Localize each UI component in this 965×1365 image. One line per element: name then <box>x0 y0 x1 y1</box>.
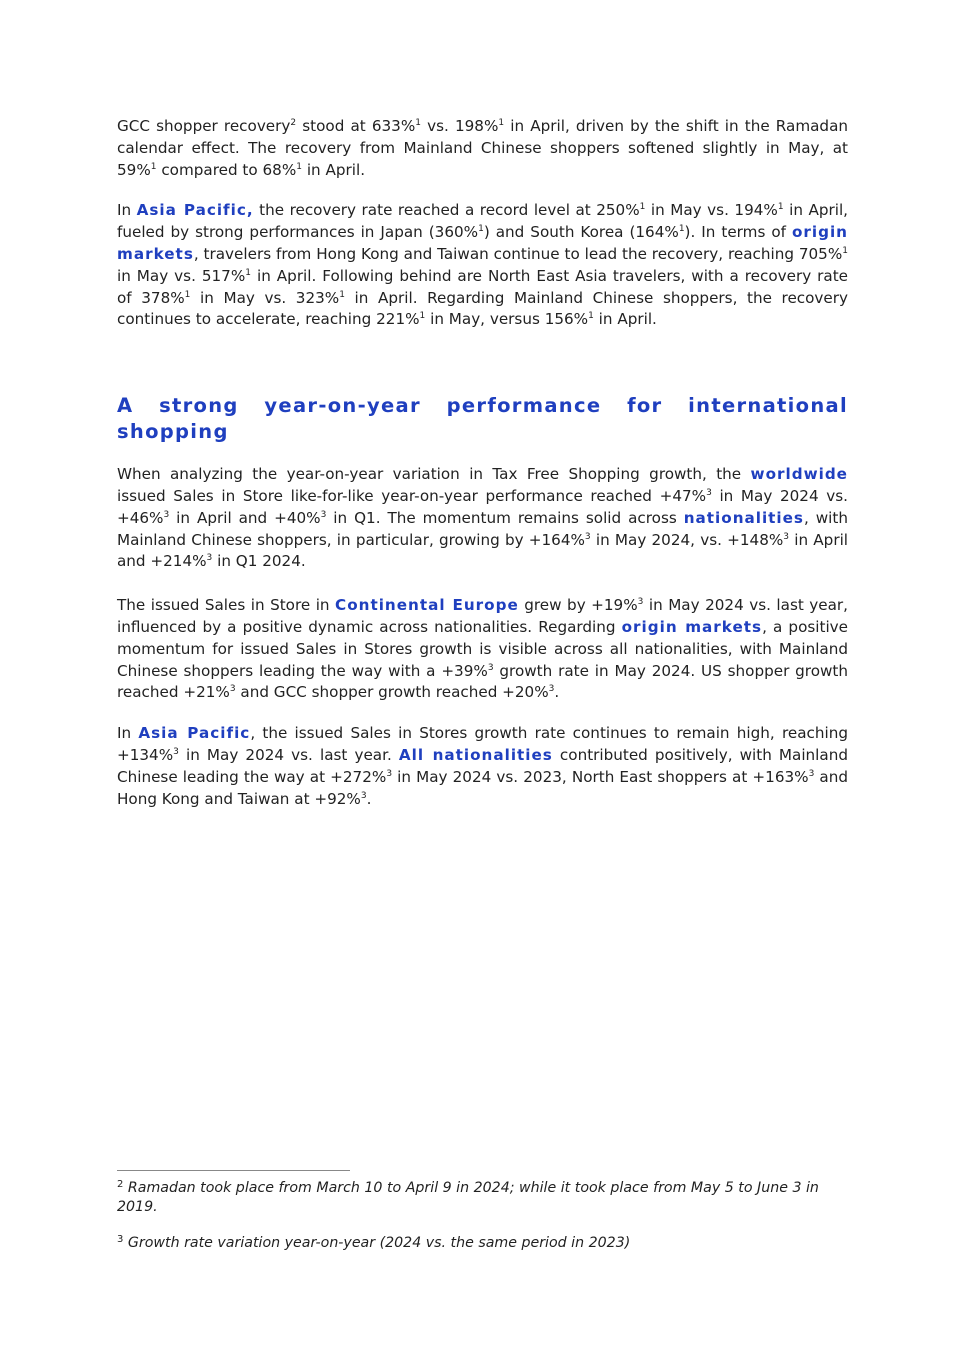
footnote-ref: 3 <box>206 553 213 564</box>
footnote-ref: 3 <box>320 509 327 520</box>
footnote-ref: 3 <box>548 684 555 695</box>
footnote-text: Growth rate variation year-on-year (2024 vs. the same period in 2023) <box>127 1235 631 1251</box>
highlight-term: nationalities <box>683 508 804 527</box>
paragraph-asia-pacific-growth: In Asia Pacific, the issued Sales in Stores growth rate continues to remain high, reaching +134%$^3$ in May 2024 vs. last year. All nationalities contributed positively, with Mainland Chinese leading the way at +272%$^3$ in May 2024 vs. 2023, North East shoppers at +163%$^3$ and Hong Kong and Taiwan at +92%$^3$. <box>117 724 849 808</box>
footnote-ref: 1 <box>777 202 784 213</box>
footnote-number: 2 <box>117 1179 124 1190</box>
footnote-ref: 1 <box>415 118 421 128</box>
document-body <box>117 116 848 810</box>
highlight-term: origin markets <box>621 617 763 636</box>
footnote-ref: 3 <box>808 768 815 779</box>
highlight-term: Continental Europe <box>335 596 519 615</box>
footnotes <box>117 1179 837 1253</box>
footnote-ref: 1 <box>339 289 345 300</box>
footnote-ref: 1 <box>588 311 594 322</box>
footnote-item <box>117 1234 837 1253</box>
footnote-ref: 1 <box>498 118 505 128</box>
highlight-term: origin markets <box>117 223 848 263</box>
footnote-ref: 3 <box>487 662 494 673</box>
footnote-ref: 3 <box>706 487 712 498</box>
footnote-ref: 1 <box>842 245 848 256</box>
footnote-ref: 3 <box>163 509 170 520</box>
footnote-ref: 1 <box>419 311 426 322</box>
highlight-term: All nationalities <box>398 745 553 764</box>
footnote-ref: 3 <box>360 790 367 801</box>
footnote-ref: 2 <box>290 118 297 128</box>
footnote-ref: 1 <box>296 161 302 172</box>
highlight-term: Asia Pacific, <box>136 201 254 220</box>
section-heading: A strong year-on-year performance for international shopping <box>117 394 848 444</box>
footnote-ref: 3 <box>173 746 179 757</box>
footnote-ref: 1 <box>639 202 646 213</box>
highlight-term: worldwide <box>750 465 848 484</box>
footnote-separator <box>117 1170 350 1171</box>
footnote-ref: 1 <box>245 267 252 278</box>
footnote-ref: 3 <box>584 531 591 542</box>
footnote-text: Ramadan took place from March 10 to April 9 in 2024; while it took place from May 5 to June 3 in 2019. <box>117 1180 819 1215</box>
footnote-ref: 3 <box>229 684 236 695</box>
footnote-number: 3 <box>117 1234 124 1245</box>
footnote-ref: 1 <box>184 289 191 300</box>
footnote-item <box>117 1179 837 1217</box>
paragraph-gcc-recovery: GCC shopper recovery$^2$ stood at 633%$^1$ vs. 198%$^1$ in April, driven by the shift in the Ramadan calendar effect. The recovery from Mainland Chinese shoppers softened slightly in May, at 59%$^1$ compared to 68%$^1$ in April. <box>117 117 848 179</box>
footnote-ref: 3 <box>783 531 790 542</box>
footnote-ref: 1 <box>478 224 484 235</box>
footnote-ref: 1 <box>150 161 157 172</box>
paragraph-asia-pacific-recovery: In Asia Pacific, the recovery rate reached a record level at 250%$^1$ in May vs. 194%$^1$ in April, fueled by strong performances in Japan (360%$^1$) and South Korea (164%$^1$). In terms of origin markets, travelers from Hong Kong and Taiwan continue to lead the recovery, reaching 705%$^1$ in May vs. 517%$^1$ in April. Following behind are North East Asia travelers, with a recovery rate of 378%$^1$ in May vs. 323%$^1$ in April. Regarding Mainland Chinese shoppers, the recovery continues to accelerate, reaching 221%$^1$ in May, versus 156%$^1$ in April. <box>117 201 849 329</box>
paragraph-continental-europe: The issued Sales in Store in Continental Europe grew by +19%$^3$ in May 2024 vs. last year, influenced by a positive dynamic across nationalities. Regarding origin markets, a positive momentum for issued Sales in Stores growth is visible across all nationalities, with Mainland Chinese shoppers leading the way with a +39%$^3$ growth rate in May 2024. US shopper growth reached +21%$^3$ and GCC shopper growth reached +20%$^3$. <box>117 596 849 702</box>
paragraph-worldwide-performance: When analyzing the year-on-year variation in Tax Free Shopping growth, the worldwide issued Sales in Store like-for-like year-on-year performance reached +47%$^3$ in May 2024 vs. +46%$^3$ in April and +40%$^3$ in Q1. The momentum remains solid across nationalities, with Mainland Chinese shoppers, in particular, growing by +164%$^3$ in May 2024, vs. +148%$^3$ in April and +214%$^3$ in Q1 2024. <box>117 465 849 571</box>
footnote-ref: 3 <box>386 768 393 779</box>
footnote-ref: 3 <box>637 597 644 608</box>
highlight-term: Asia Pacific <box>138 724 251 743</box>
footnote-ref: 1 <box>678 224 685 235</box>
